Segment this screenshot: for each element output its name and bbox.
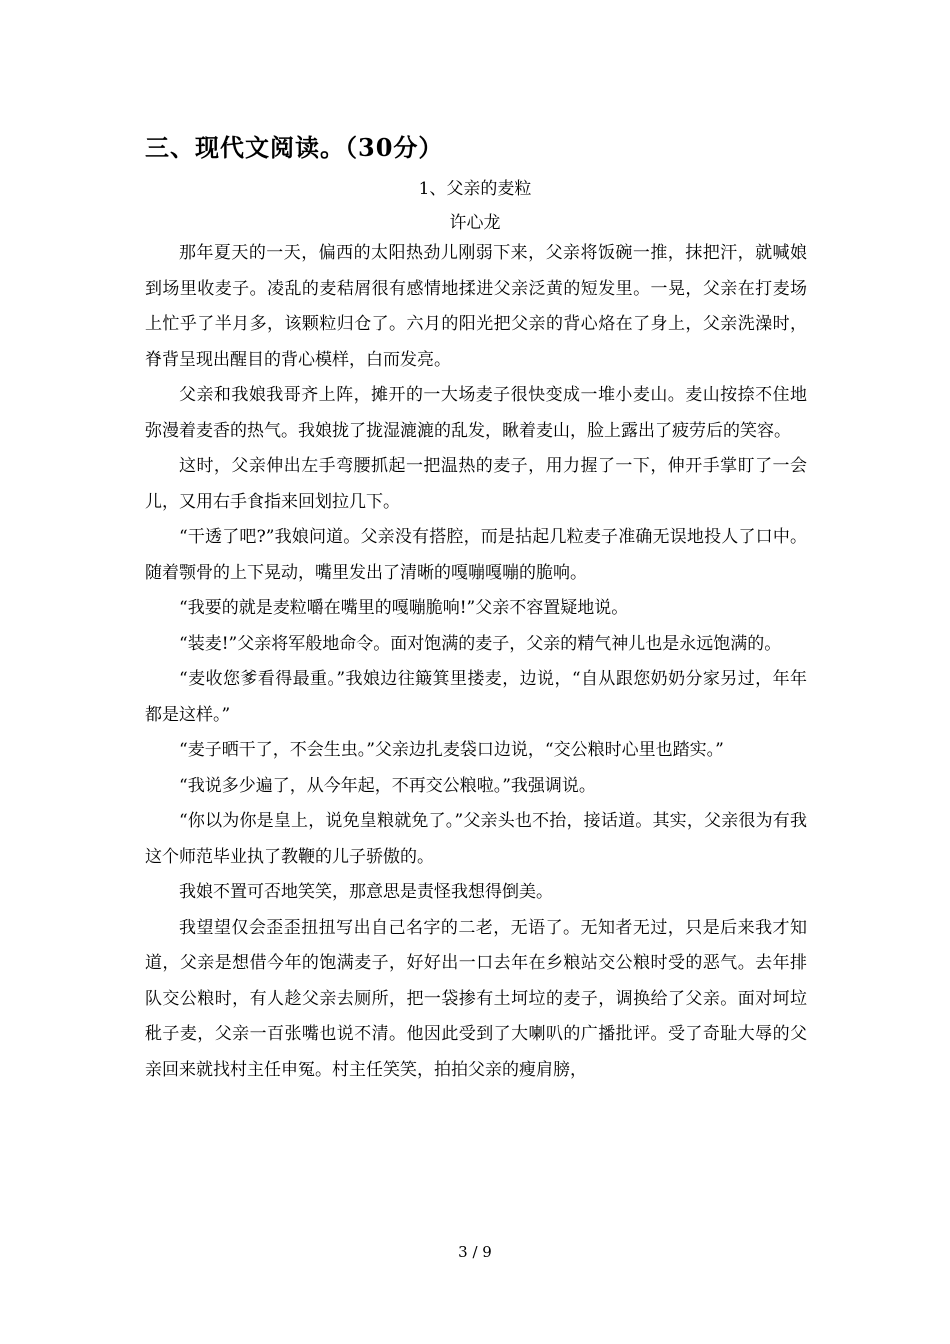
- paragraph: 父亲和我娘我哥齐上阵，摊开的一大场麦子很快变成一堆小麦山。麦山按捺不住地弥漫着麦香的热气。我娘拢了拢湿漉漉的乱发，瞅着麦山，脸上露出了疲劳后的笑容。: [145, 385, 807, 441]
- paragraph: “我说多少遍了，从今年起，不再交公粮啦。”我强调说。: [179, 775, 596, 796]
- paragraph: “装麦!”父亲将军般地命令。面对饱满的麦子，父亲的精气神儿也是永远饱满的。: [179, 633, 782, 654]
- paragraph: “麦收您爹看得最重。”我娘边往簸箕里搂麦，边说，“自从跟您奶奶分家另过，年年都是这样。”: [145, 669, 807, 725]
- paragraph: “你以为你是皇上，说免皇粮就免了。”父亲头也不抬，接话道。其实，父亲很为有我这个师范毕业执了教鞭的儿子骄傲的。: [145, 811, 807, 867]
- paragraph: 那年夏天的一天，偏西的太阳热劲儿刚弱下来，父亲将饭碗一推，抹把汗，就喊娘到场里收麦子。凌乱的麦秸屑很有感情地揉进父亲泛黄的短发里。一晃，父亲在打麦场上忙乎了半月多，该颗粒归仓了。六月的阳光把父亲的背心烙在了身上，父亲洗澡时，脊背呈现出醒目的背心模样，白而发亮。: [145, 243, 807, 370]
- page-number: 3 / 9: [458, 1243, 492, 1261]
- section-heading: 三、现代文阅读。（30分）: [145, 133, 444, 162]
- paragraph: “麦子晒干了，不会生虫。”父亲边扎麦袋口边说，“交公粮时心里也踏实。”: [179, 740, 724, 760]
- paragraph: 我望望仅会歪歪扭扭写出自己名字的二老，无语了。无知者无过，只是后来我才知道，父亲是想借今年的饱满麦子，好好出一口去年在乡粮站交公粮时受的恶气。去年排队交公粮时，有人趁父亲去厕所，把一袋掺有土坷垃的麦子，调换给了父亲。面对坷垃秕子麦，父亲一百张嘴也说不清。他因此受到了大喇叭的广播批评。受了奇耻大辱的父亲回来就找村主任申冤。村主任笑笑，拍拍父亲的瘦肩膀，: [145, 917, 807, 1080]
- article-title: 1、父亲的麦粒: [418, 179, 532, 199]
- article-author: 许心龙: [449, 213, 501, 233]
- article-body: [145, 236, 807, 1088]
- paragraph: 我娘不置可否地笑笑，那意思是责怪我想得倒美。: [179, 882, 553, 902]
- paragraph: 这时，父亲伸出左手弯腰抓起一把温热的麦子，用力握了一下，伸开手掌盯了一会儿，又用右手食指来回划拉几下。: [145, 456, 807, 512]
- paragraph: “干透了吧?”我娘问道。父亲没有搭腔，而是拈起几粒麦子准确无误地投人了口中。随着颚骨的上下晃动，嘴里发出了清晰的嘎嘣嘎嘣的脆响。: [145, 527, 807, 583]
- paragraph: “我要的就是麦粒嚼在嘴里的嘎嘣脆响!”父亲不容置疑地说。: [179, 598, 629, 618]
